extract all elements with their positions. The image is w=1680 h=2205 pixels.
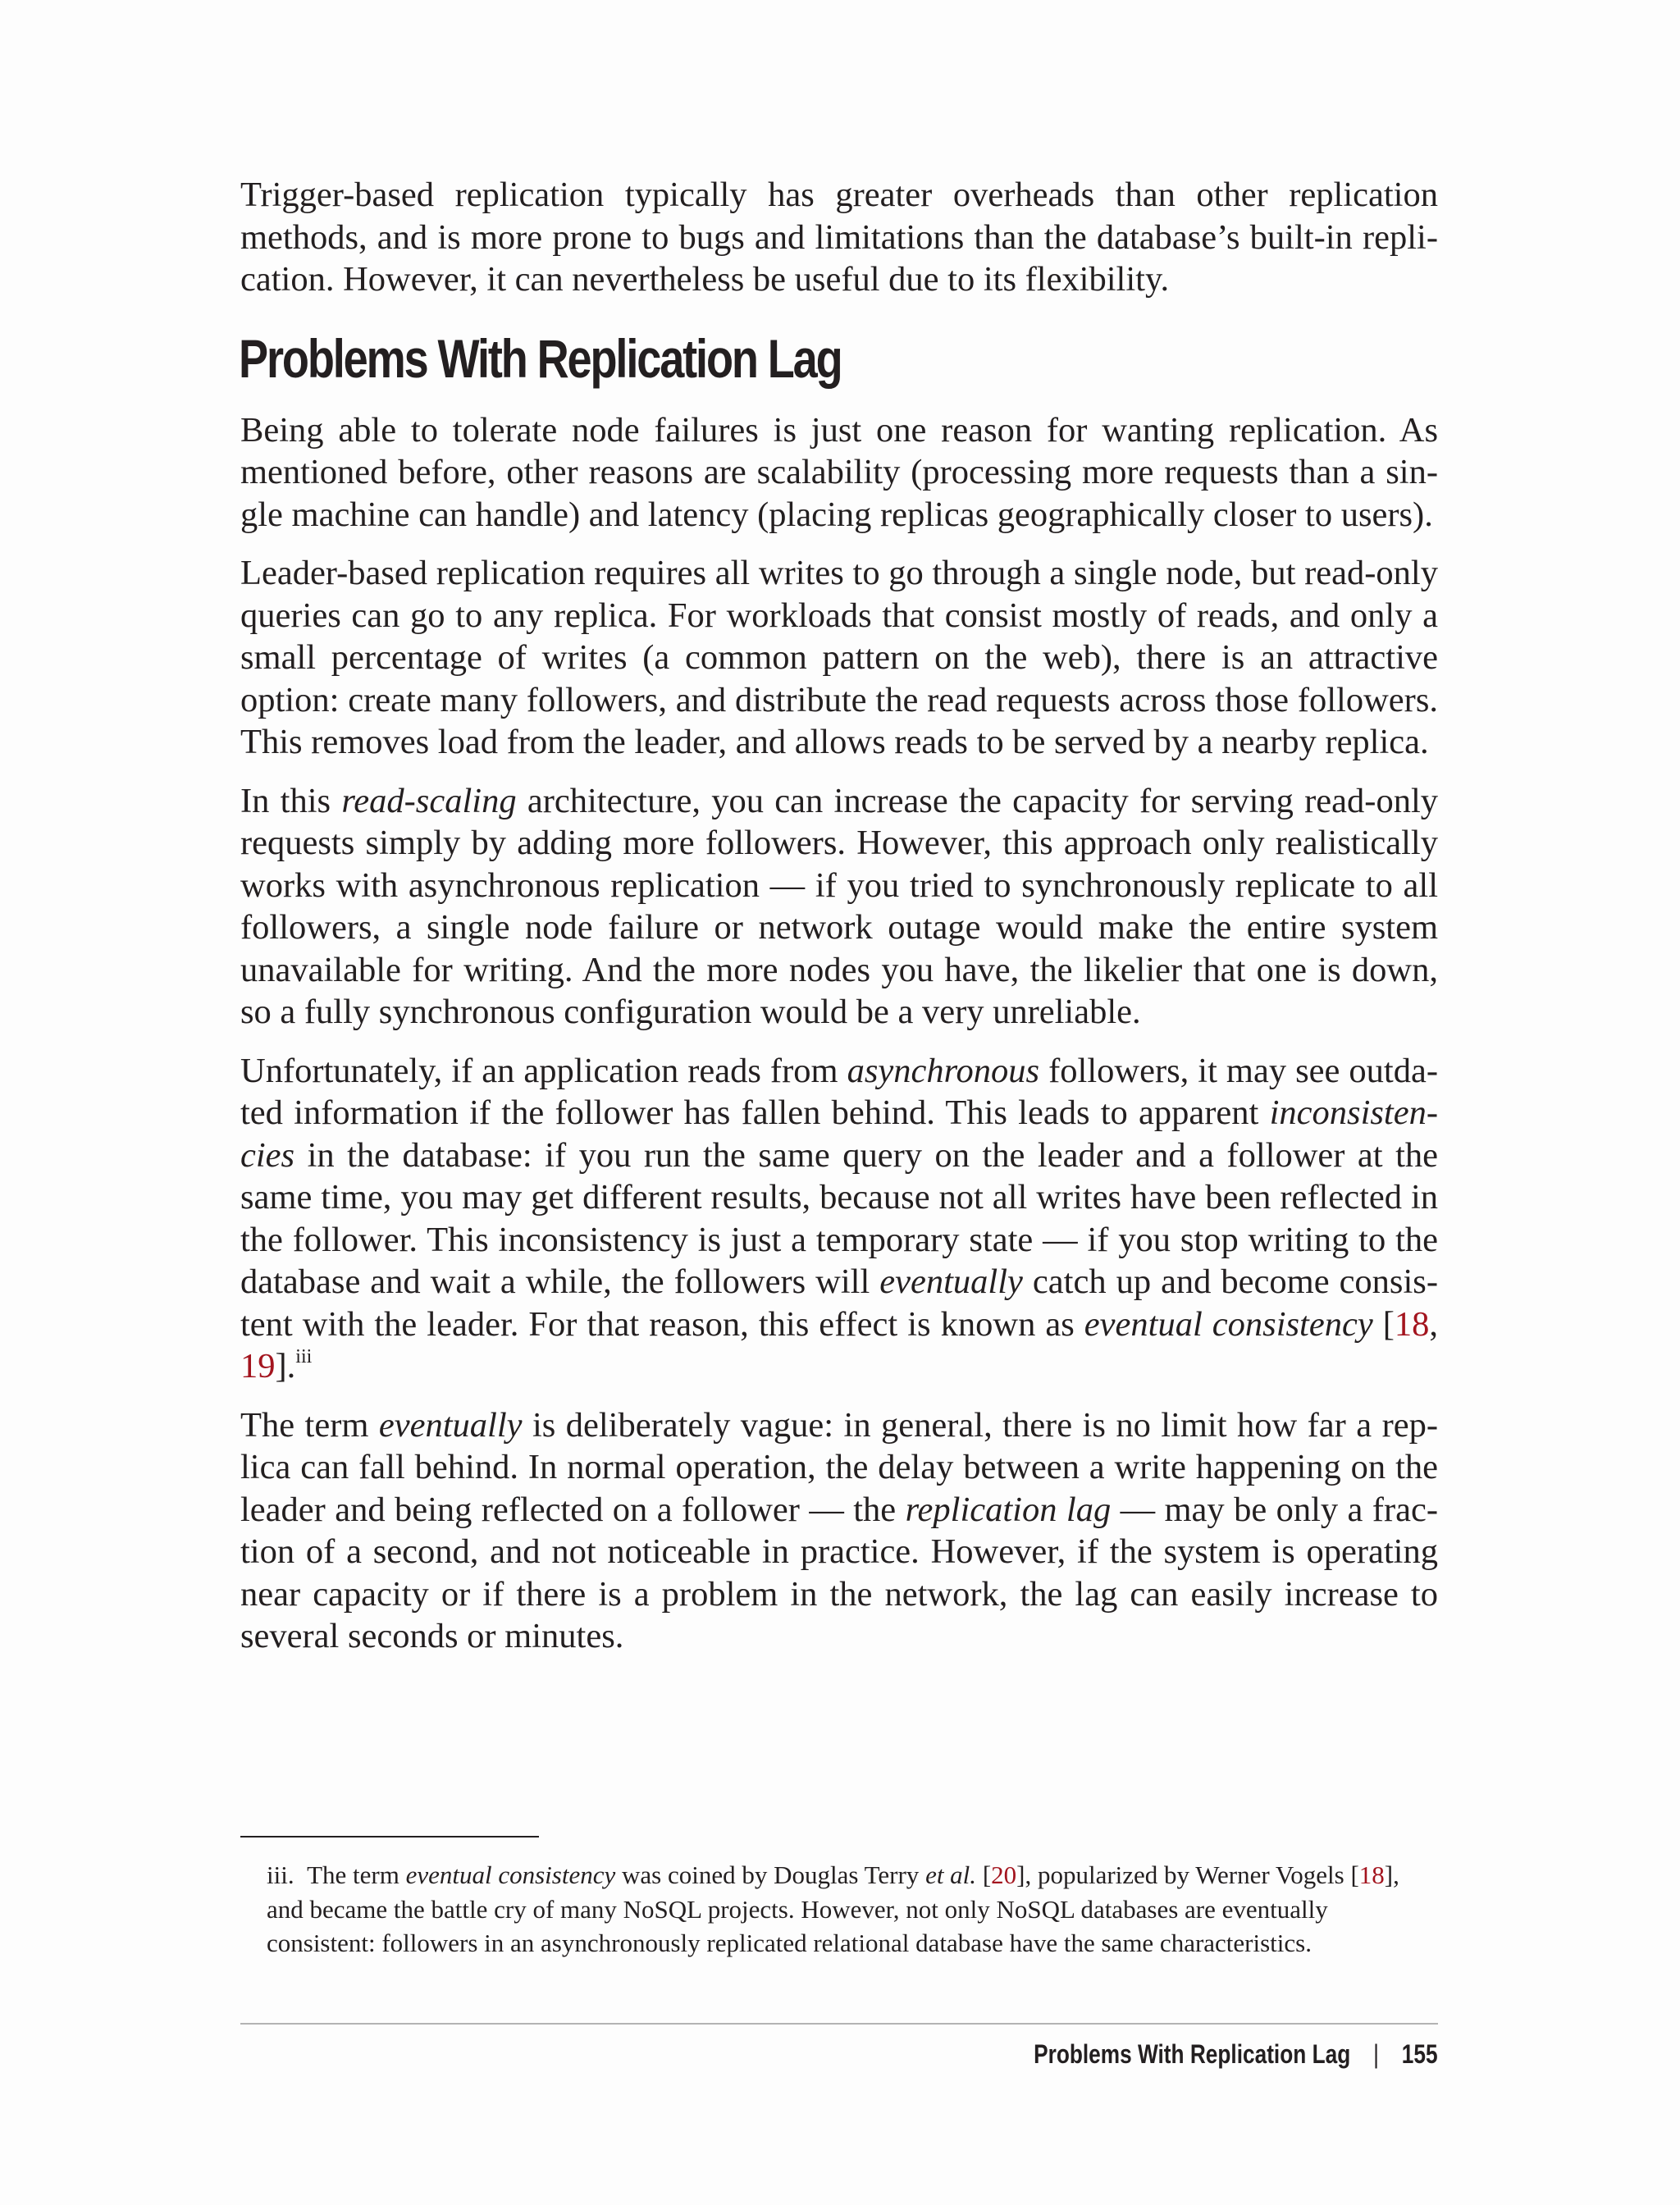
emphasis-read-scaling: read-scaling xyxy=(341,781,517,820)
footer-divider xyxy=(240,2023,1438,2025)
paragraph-replication-lag xyxy=(240,1404,1438,1658)
text-span: architecture, you can increase the capacity for serving read-only requests simply by adding more followers. However, this approach only realistically works with asynchronous replication — if you tried to synchronously replicate to all followers, a single node failure or network outage would make the entire system unavailable for writing. And the more nodes you have, the likelier that one is down, so a fully synchronous configuration would be a very unreliable. xyxy=(240,781,1438,1031)
emphasis-replication-lag: replication lag xyxy=(905,1490,1112,1529)
footer-separator: | xyxy=(1373,2039,1380,2069)
text-span: [ xyxy=(976,1860,992,1889)
section-heading: Problems With Replication Lag xyxy=(239,327,842,389)
text-span: ]. xyxy=(275,1347,296,1386)
text-span: The term xyxy=(240,1405,379,1445)
paragraph-tolerate-failures: Being able to tolerate node failures is just one reason for wanting replication. As mentioned before, other reasons are scalability (processing more requests than a single machine can handle) and latency (placing replicas geographically closer to users). xyxy=(240,410,1438,534)
body-column xyxy=(240,174,1438,1674)
text-span: is deliberately vague: in general, there is no limit how far a replica can fall behind. In normal operation, the delay between a write happening on the leader and being reflected on a follower — the xyxy=(240,1405,1438,1529)
emphasis-eventually: eventually xyxy=(378,1405,523,1445)
paragraph-eventual-consistency xyxy=(240,1050,1438,1388)
emphasis-inconsistencies: inconsistencies xyxy=(240,1093,1438,1175)
footnote-iii xyxy=(267,1858,1431,1961)
running-footer xyxy=(1034,2036,1438,2072)
footer-section-title: Problems With Replication Lag xyxy=(1034,2039,1351,2069)
emphasis-asynchronous: asynchronous xyxy=(847,1051,1040,1090)
footnote-divider xyxy=(240,1836,539,1838)
citation-link-19[interactable]: 19 xyxy=(240,1347,276,1386)
emphasis-eventual-consistency: eventual consistency xyxy=(405,1860,616,1889)
text-span: in the database: if you run the same query on the leader and a follower at the same time, you may get different results, because not all writes have been reflected in the follower. This inconsistency is just a temporary state — if you stop writing to the database and wait a while, the followers will xyxy=(240,1135,1438,1301)
text-span: ], and became the battle cry of many NoSQL projects. However, not only NoSQL databases are eventually consistent: followers in an asynchronously replicated relational database have the same characteristics. xyxy=(267,1860,1399,1957)
paragraph-read-scaling xyxy=(240,780,1438,1034)
text-span: In this xyxy=(240,781,342,820)
text-span: , xyxy=(1429,1304,1438,1344)
text-span: — may be only a fraction of a second, and not noticeable in practice. However, if the system is operating near capacity or if there is a problem in the network, the lag can easily increase to several seconds or minutes. xyxy=(240,1490,1438,1655)
text-span: ], popularized by Werner Vogels [ xyxy=(1016,1860,1359,1889)
citation-link-18[interactable]: 18 xyxy=(1358,1860,1385,1889)
paragraph-leader-based: Leader-based replication requires all writes to go through a single node, but read-only queries can go to any replica. For workloads that consist mostly of reads, and only a small percentage of writes (a common pattern on the web), there is an attractive option: create many followers, and distribute the read requests across those followers. This removes load from the leader, and allows reads to be served by a nearby replica. xyxy=(240,554,1438,761)
text-span: catch up and become consistent with the leader. For that reason, this effect is known as xyxy=(240,1262,1438,1344)
citation-link-20[interactable]: 20 xyxy=(991,1860,1017,1889)
footnote-number: iii. xyxy=(267,1860,294,1889)
text-span: was coined by Douglas Terry xyxy=(615,1860,926,1889)
text-span: [ xyxy=(1372,1304,1395,1344)
page-number: 155 xyxy=(1402,2039,1438,2069)
text-span: followers, it may see outdated information if the follower has fallen behind. This leads to apparent xyxy=(240,1051,1438,1132)
footnote-marker-link[interactable]: iii xyxy=(295,1346,313,1367)
text-span: Unfortunately, if an application reads from xyxy=(240,1051,847,1090)
paragraph-trigger-overheads: Trigger-based replication typically has greater overheads than other replication methods, and is more prone to bugs and limitations than the database’s built-in replication. However, it can nevertheless be useful due to its flexibility. xyxy=(240,176,1438,299)
citation-link-18[interactable]: 18 xyxy=(1394,1304,1430,1344)
emphasis-et-al: et al. xyxy=(925,1860,977,1889)
text-span: The term xyxy=(307,1860,406,1889)
emphasis-eventually: eventually xyxy=(879,1262,1023,1301)
emphasis-eventual-consistency: eventual consistency xyxy=(1084,1304,1373,1344)
